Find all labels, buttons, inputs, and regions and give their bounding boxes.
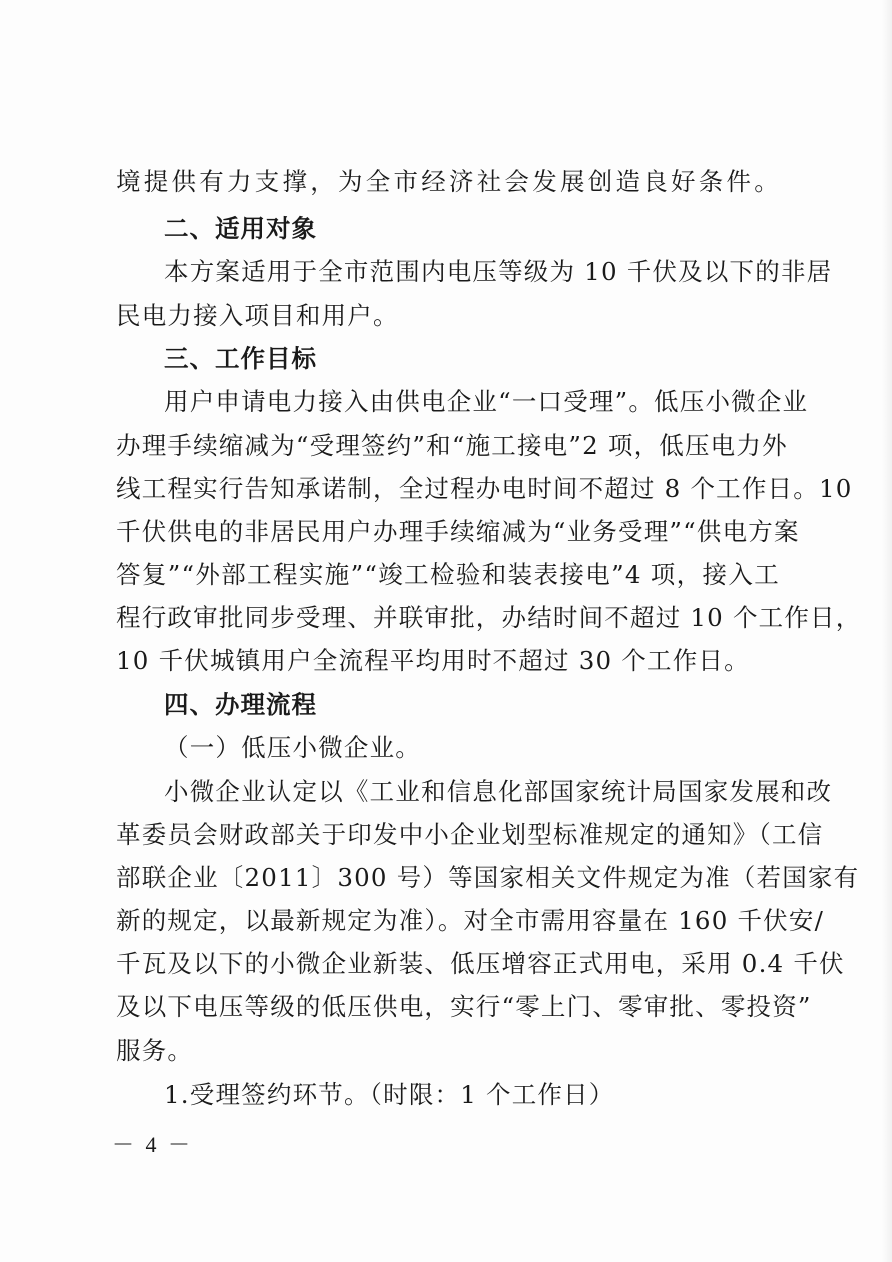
section-heading-applicable-objects: 二、适用对象	[164, 214, 317, 243]
body-text-line: 新的规定，以最新规定为准）。对全市需用容量在 160 千伏安/	[116, 906, 825, 935]
body-text-line: 本方案适用于全市范围内电压等级为 10 千伏及以下的非居	[164, 257, 833, 286]
body-text-line: 线工程实行告知承诺制，全过程办电时间不超过 8 个工作日。10	[116, 474, 853, 503]
body-text-line: 10 千伏城镇用户全流程平均用时不超过 30 个工作日。	[116, 646, 750, 675]
body-text-line: 答复”“外部工程实施”“竣工检验和装表接电”4 项，接入工	[116, 560, 780, 589]
body-text-line: 千伏供电的非居民用户办理手续缩减为“业务受理”“供电方案	[116, 517, 800, 546]
body-text-line: 千瓦及以下的小微企业新装、低压增容正式用电，采用 0.4 千伏	[116, 949, 845, 978]
body-text-line: 民电力接入项目和用户。	[116, 301, 399, 330]
section-heading-process: 四、办理流程	[164, 690, 317, 719]
body-text-line: 革委员会财政部关于印发中小企业划型标准规定的通知》（工信	[116, 820, 824, 849]
body-text-line: 部联企业〔2011〕300 号）等国家相关文件规定为准（若国家有	[116, 863, 860, 892]
body-text-line: 小微企业认定以《工业和信息化部国家统计局国家发展和改	[164, 777, 833, 806]
body-text-line: 办理手续缩减为“受理签约”和“施工接电”2 项，低压电力外	[116, 431, 788, 460]
subsection-heading: （一）低压小微企业。	[164, 733, 421, 762]
step-heading: 1.受理签约环节。（时限：1 个工作日）	[164, 1080, 615, 1109]
body-text-line: 及以下电压等级的低压供电，实行“零上门、零审批、零投资”	[116, 992, 812, 1021]
body-text-line: 服务。	[116, 1036, 194, 1065]
page-edge	[882, 0, 892, 1262]
body-text-line: 境提供有力支撑，为全市经济社会发展创造良好条件。	[116, 167, 780, 196]
body-text-line: 程行政审批同步受理、并联审批，办结时间不超过 10 个工作日，	[116, 603, 862, 632]
body-text-line: 用户申请电力接入由供电企业“一口受理”。低压小微企业	[164, 387, 809, 416]
page-number: － 4 －	[112, 1132, 194, 1157]
section-heading-work-goals: 三、工作目标	[164, 344, 317, 373]
